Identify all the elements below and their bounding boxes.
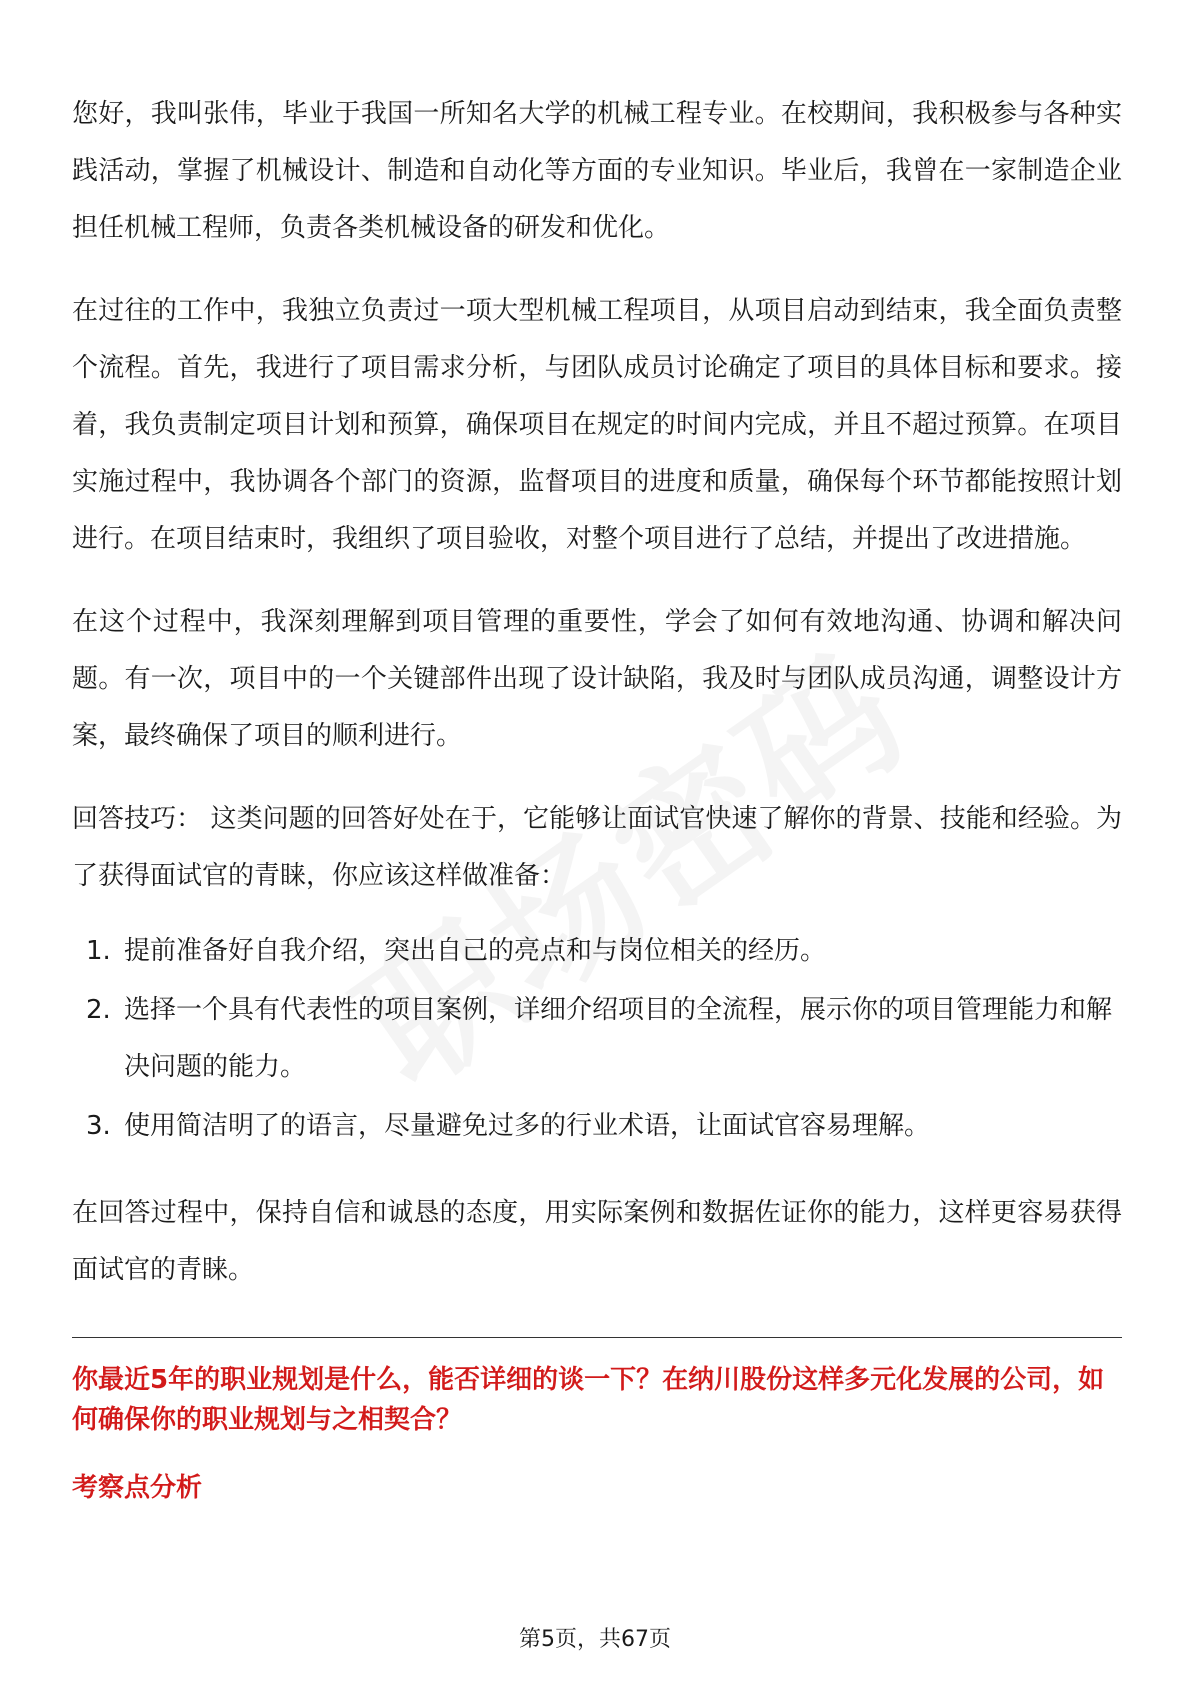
interview-question: 你最近5年的职业规划是什么，能否详细的谈一下？在纳川股份这样多元化发展的公司，如何确保你的职业规划与之相契合？ xyxy=(72,1365,1105,1435)
project-paragraph: 在过往的工作中，我独立负责过一项大型机械工程项目，从项目启动到结束，我全面负责整个流程。首先，我进行了项目需求分析，与团队成员讨论确定了项目的具体目标和要求。接着，我负责制定项目计划和预算，确保项目在规定的时间内完成，并且不超过预算。在项目实施过程中，我协调各个部门的资源，监督项目的进度和质量，确保每个环节都能按照计划进行。在项目结束时，我组织了项目验收，对整个项目进行了总结，并提出了改进措施。 xyxy=(72,296,1122,554)
section-divider xyxy=(72,1337,1122,1338)
section-heading: 考察点分析 xyxy=(72,1473,203,1503)
list-number: 3. xyxy=(86,1111,111,1141)
document-body xyxy=(72,86,1122,1506)
page-footer: 第5页，共67页 xyxy=(519,1627,671,1652)
list-item xyxy=(72,923,1122,980)
intro-paragraph: 您好，我叫张伟，毕业于我国一所知名大学的机械工程专业。在校期间，我积极参与各种实践活动，掌握了机械设计、制造和自动化等方面的专业知识。毕业后，我曾在一家制造企业担任机械工程师，负责各类机械设备的研发和优化。 xyxy=(72,99,1122,243)
list-item-text: 提前准备好自我介绍，突出自己的亮点和与岗位相关的经历。 xyxy=(124,936,827,966)
list-item xyxy=(72,982,1122,1096)
list-item xyxy=(72,1098,1122,1155)
closing-paragraph: 在回答过程中，保持自信和诚恳的态度，用实际案例和数据佐证你的能力，这样更容易获得面试官的青睐。 xyxy=(72,1198,1122,1285)
tips-intro-paragraph: 回答技巧： 这类问题的回答好处在于，它能够让面试官快速了解你的背景、技能和经验。为了获得面试官的青睐，你应该这样做准备： xyxy=(72,804,1122,891)
lesson-paragraph: 在这个过程中，我深刻理解到项目管理的重要性，学会了如何有效地沟通、协调和解决问题。有一次，项目中的一个关键部件出现了设计缺陷，我及时与团队成员沟通，调整设计方案，最终确保了项目的顺利进行。 xyxy=(72,607,1122,751)
list-number: 1. xyxy=(86,936,111,966)
list-item-text: 使用简洁明了的语言，尽量避免过多的行业术语，让面试官容易理解。 xyxy=(124,1111,931,1141)
tips-list xyxy=(72,923,1122,1155)
list-item-text: 选择一个具有代表性的项目案例，详细介绍项目的全流程，展示你的项目管理能力和解决问题的能力。 xyxy=(124,995,1113,1082)
list-number: 2. xyxy=(86,995,111,1025)
